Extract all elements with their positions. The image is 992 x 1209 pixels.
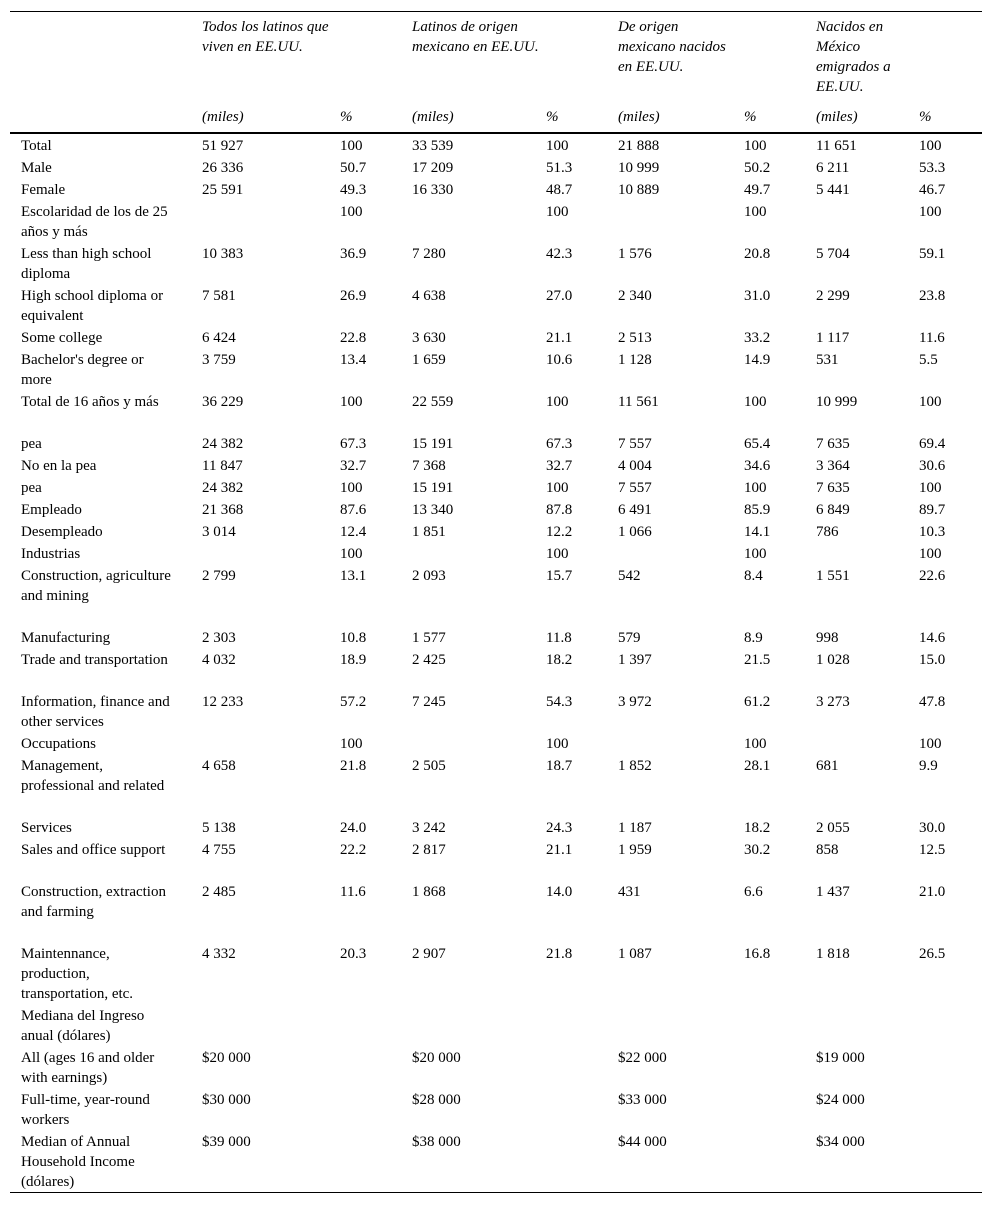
header-group-all-latinos: Todos los latinos que viven en EE.UU. (202, 19, 329, 55)
cell-miles-1: 2 303 (202, 630, 236, 646)
cell-pct-4: 89.7 (919, 502, 946, 518)
cell-miles-1: 4 755 (202, 842, 236, 858)
cell-miles-1: 4 032 (202, 652, 236, 668)
cell-miles-3: 7 557 (618, 480, 652, 496)
cell-pct-2: 87.8 (546, 502, 573, 518)
cell-miles-2: 2 093 (412, 568, 446, 584)
cell-pct-1: 100 (340, 736, 363, 752)
row-label: pea (21, 480, 42, 496)
cell-miles-3: 11 561 (618, 394, 659, 410)
cell-pct-2: 14.0 (546, 884, 573, 900)
cell-miles-4: 786 (816, 524, 839, 540)
row-label: Desempleado (21, 524, 103, 540)
cell-pct-2: 15.7 (546, 568, 573, 584)
cell-pct-3: 65.4 (744, 436, 771, 452)
cell-miles-3: 3 972 (618, 694, 652, 710)
table-row (10, 520, 982, 542)
header-pct-1: % (340, 109, 353, 125)
cell-miles-2: $38 000 (412, 1134, 461, 1150)
table-row (10, 242, 982, 284)
table-row (10, 348, 982, 390)
cell-pct-3: 100 (744, 204, 767, 220)
row-label: Total (21, 138, 52, 154)
cell-miles-2: 2 817 (412, 842, 446, 858)
cell-miles-2: 16 330 (412, 182, 454, 198)
row-label: Occupations (21, 736, 96, 752)
cell-pct-2: 51.3 (546, 160, 573, 176)
cell-miles-1: 51 927 (202, 138, 244, 154)
table-row (10, 284, 982, 326)
cell-pct-4: 23.8 (919, 288, 946, 304)
cell-miles-2: 1 851 (412, 524, 446, 540)
cell-pct-4: 100 (919, 480, 942, 496)
cell-miles-4: 531 (816, 352, 839, 368)
cell-miles-4: 3 364 (816, 458, 850, 474)
cell-pct-1: 57.2 (340, 694, 367, 710)
row-label: Female (21, 182, 66, 198)
cell-miles-2: 17 209 (412, 160, 454, 176)
cell-miles-3: 6 491 (618, 502, 652, 518)
cell-pct-1: 22.2 (340, 842, 367, 858)
cell-miles-1: 3 014 (202, 524, 236, 540)
cell-miles-1: $39 000 (202, 1134, 251, 1150)
cell-miles-4: $34 000 (816, 1134, 865, 1150)
cell-miles-2: 7 280 (412, 246, 446, 262)
cell-pct-1: 36.9 (340, 246, 367, 262)
cell-miles-2: 15 191 (412, 436, 454, 452)
table-row (10, 1004, 982, 1046)
cell-pct-1: 10.8 (340, 630, 367, 646)
table-row (10, 754, 982, 816)
row-label: Some college (21, 330, 103, 346)
cell-miles-1: 7 581 (202, 288, 236, 304)
cell-pct-1: 100 (340, 546, 363, 562)
cell-pct-3: 8.4 (744, 568, 763, 584)
row-label: Less than high school diploma (21, 246, 152, 282)
cell-miles-3: 1 128 (618, 352, 652, 368)
cell-miles-2: 7 245 (412, 694, 446, 710)
cell-pct-1: 11.6 (340, 884, 366, 900)
table-row (10, 498, 982, 520)
cell-pct-1: 67.3 (340, 436, 367, 452)
cell-pct-3: 33.2 (744, 330, 771, 346)
cell-miles-2: 22 559 (412, 394, 454, 410)
cell-pct-1: 18.9 (340, 652, 367, 668)
cell-pct-1: 24.0 (340, 820, 367, 836)
cell-miles-3: 579 (618, 630, 641, 646)
table-row (10, 178, 982, 200)
cell-miles-3: 1 066 (618, 524, 652, 540)
cell-miles-2: $28 000 (412, 1092, 461, 1108)
cell-miles-4: 1 028 (816, 652, 850, 668)
bottom-rule (10, 1192, 982, 1193)
cell-miles-2: 1 577 (412, 630, 446, 646)
cell-pct-3: 61.2 (744, 694, 771, 710)
cell-miles-1: 2 799 (202, 568, 236, 584)
cell-miles-3: 1 959 (618, 842, 652, 858)
cell-pct-4: 47.8 (919, 694, 946, 710)
table-row (10, 880, 982, 942)
row-label: Male (21, 160, 52, 176)
row-label: Maintennance, production, transportation, etc. (21, 946, 134, 1002)
cell-pct-1: 20.3 (340, 946, 367, 962)
cell-pct-3: 16.8 (744, 946, 771, 962)
row-label: Construction, agriculture and mining (21, 568, 171, 604)
table-row (10, 816, 982, 838)
cell-pct-1: 13.1 (340, 568, 367, 584)
cell-miles-1: 36 229 (202, 394, 244, 410)
cell-miles-1: 5 138 (202, 820, 236, 836)
cell-pct-3: 20.8 (744, 246, 771, 262)
cell-miles-1: 3 759 (202, 352, 236, 368)
table-row (10, 648, 982, 690)
cell-pct-2: 21.8 (546, 946, 573, 962)
cell-miles-1: 4 658 (202, 758, 236, 774)
cell-pct-3: 100 (744, 480, 767, 496)
cell-pct-4: 11.6 (919, 330, 945, 346)
cell-pct-3: 34.6 (744, 458, 771, 474)
header-miles-4: (miles) (816, 109, 858, 125)
table-row (10, 156, 982, 178)
cell-pct-2: 32.7 (546, 458, 573, 474)
cell-pct-2: 100 (546, 480, 569, 496)
cell-miles-3: 1 852 (618, 758, 652, 774)
row-label: Information, finance and other services (21, 694, 170, 730)
cell-pct-2: 48.7 (546, 182, 573, 198)
cell-miles-4: 858 (816, 842, 839, 858)
cell-miles-4: 7 635 (816, 480, 850, 496)
table-row (10, 326, 982, 348)
cell-pct-4: 46.7 (919, 182, 946, 198)
cell-miles-1: 24 382 (202, 436, 244, 452)
cell-pct-2: 100 (546, 736, 569, 752)
row-label: Trade and transportation (21, 652, 168, 668)
row-label: All (ages 16 and older with earnings) (21, 1050, 155, 1086)
cell-miles-2: 1 868 (412, 884, 446, 900)
cell-pct-2: 27.0 (546, 288, 573, 304)
header-miles-2: (miles) (412, 109, 454, 125)
cell-miles-3: 10 889 (618, 182, 660, 198)
cell-miles-2: 3 630 (412, 330, 446, 346)
cell-pct-3: 8.9 (744, 630, 763, 646)
row-label: Manufacturing (21, 630, 111, 646)
row-label: Total de 16 años y más (21, 394, 159, 410)
cell-pct-4: 10.3 (919, 524, 946, 540)
table-body (10, 134, 982, 1192)
cell-pct-3: 6.6 (744, 884, 763, 900)
cell-miles-2: 4 638 (412, 288, 446, 304)
cell-pct-4: 30.0 (919, 820, 946, 836)
cell-miles-4: 2 055 (816, 820, 850, 836)
cell-miles-4: $24 000 (816, 1092, 865, 1108)
cell-miles-3: $44 000 (618, 1134, 667, 1150)
table-row (10, 1088, 982, 1130)
cell-pct-3: 14.9 (744, 352, 771, 368)
table-row (10, 200, 982, 242)
cell-miles-4: 681 (816, 758, 839, 774)
cell-miles-2: $20 000 (412, 1050, 461, 1066)
cell-pct-2: 10.6 (546, 352, 573, 368)
cell-pct-2: 100 (546, 546, 569, 562)
cell-pct-4: 12.5 (919, 842, 946, 858)
row-label: Bachelor's degree or more (21, 352, 144, 388)
table-row (10, 476, 982, 498)
table-header (10, 12, 982, 132)
cell-miles-1: 21 368 (202, 502, 244, 518)
cell-pct-1: 12.4 (340, 524, 367, 540)
row-label: Management, professional and related (21, 758, 165, 794)
cell-pct-2: 100 (546, 204, 569, 220)
cell-pct-4: 69.4 (919, 436, 946, 452)
cell-miles-1: 4 332 (202, 946, 236, 962)
cell-pct-3: 21.5 (744, 652, 771, 668)
table-row (10, 1046, 982, 1088)
cell-miles-4: 2 299 (816, 288, 850, 304)
cell-miles-2: 7 368 (412, 458, 446, 474)
cell-miles-1: 6 424 (202, 330, 236, 346)
cell-pct-2: 11.8 (546, 630, 572, 646)
cell-pct-1: 21.8 (340, 758, 367, 774)
cell-pct-4: 15.0 (919, 652, 946, 668)
cell-pct-4: 14.6 (919, 630, 946, 646)
cell-pct-3: 30.2 (744, 842, 771, 858)
cell-miles-4: 998 (816, 630, 839, 646)
cell-miles-3: 21 888 (618, 138, 660, 154)
cell-pct-3: 100 (744, 736, 767, 752)
table-row (10, 1130, 982, 1192)
cell-pct-1: 87.6 (340, 502, 367, 518)
header-pct-2: % (546, 109, 559, 125)
cell-miles-1: 12 233 (202, 694, 244, 710)
cell-miles-3: 431 (618, 884, 641, 900)
row-label: Escolaridad de los de 25 años y más (21, 204, 168, 240)
cell-pct-3: 100 (744, 138, 767, 154)
cell-pct-3: 31.0 (744, 288, 771, 304)
cell-miles-4: 5 704 (816, 246, 850, 262)
table-row (10, 626, 982, 648)
cell-pct-1: 13.4 (340, 352, 367, 368)
cell-miles-2: 2 505 (412, 758, 446, 774)
cell-miles-3: 1 087 (618, 946, 652, 962)
cell-pct-4: 30.6 (919, 458, 946, 474)
data-table (10, 11, 982, 1193)
cell-pct-3: 50.2 (744, 160, 771, 176)
row-label: High school diploma or equivalent (21, 288, 164, 324)
cell-miles-4: 1 117 (816, 330, 850, 346)
row-label: Construction, extraction and farming (21, 884, 166, 920)
cell-pct-3: 100 (744, 394, 767, 410)
cell-miles-4: 11 651 (816, 138, 857, 154)
cell-miles-3: 1 187 (618, 820, 652, 836)
header-pct-4: % (919, 109, 932, 125)
cell-pct-4: 59.1 (919, 246, 946, 262)
cell-pct-4: 5.5 (919, 352, 938, 368)
cell-miles-1: $20 000 (202, 1050, 251, 1066)
cell-miles-2: 3 242 (412, 820, 446, 836)
cell-pct-1: 22.8 (340, 330, 367, 346)
cell-pct-2: 100 (546, 394, 569, 410)
cell-pct-4: 26.5 (919, 946, 946, 962)
header-group-mexican-origin: Latinos de origen mexicano en EE.UU. (412, 19, 539, 55)
cell-miles-4: 7 635 (816, 436, 850, 452)
cell-miles-3: 4 004 (618, 458, 652, 474)
cell-pct-3: 18.2 (744, 820, 771, 836)
table-row (10, 942, 982, 1004)
header-group-mexico-born: Nacidos en México emigrados a EE.UU. (816, 19, 891, 95)
cell-miles-4: 3 273 (816, 694, 850, 710)
cell-miles-4: $19 000 (816, 1050, 865, 1066)
cell-pct-2: 12.2 (546, 524, 573, 540)
cell-miles-2: 1 659 (412, 352, 446, 368)
cell-miles-1: 10 383 (202, 246, 244, 262)
cell-pct-1: 100 (340, 480, 363, 496)
cell-pct-1: 100 (340, 394, 363, 410)
cell-miles-2: 2 425 (412, 652, 446, 668)
cell-pct-1: 49.3 (340, 182, 367, 198)
table-row (10, 432, 982, 454)
cell-pct-2: 18.7 (546, 758, 573, 774)
cell-pct-4: 100 (919, 138, 942, 154)
cell-miles-2: 13 340 (412, 502, 454, 518)
cell-miles-1: 24 382 (202, 480, 244, 496)
row-label: Services (21, 820, 72, 836)
cell-pct-4: 9.9 (919, 758, 938, 774)
cell-pct-1: 26.9 (340, 288, 367, 304)
cell-pct-2: 24.3 (546, 820, 573, 836)
cell-miles-3: 7 557 (618, 436, 652, 452)
cell-pct-2: 21.1 (546, 842, 573, 858)
cell-miles-1: 2 485 (202, 884, 236, 900)
cell-pct-2: 67.3 (546, 436, 573, 452)
cell-miles-1: 26 336 (202, 160, 244, 176)
header-pct-3: % (744, 109, 757, 125)
row-label: No en la pea (21, 458, 97, 474)
cell-miles-1: 11 847 (202, 458, 243, 474)
cell-pct-3: 100 (744, 546, 767, 562)
table-row (10, 690, 982, 732)
cell-miles-4: 6 211 (816, 160, 850, 176)
row-label: pea (21, 436, 42, 452)
header-miles-3: (miles) (618, 109, 660, 125)
row-label: Median of Annual Household Income (dólares) (21, 1134, 135, 1190)
cell-miles-3: 10 999 (618, 160, 660, 176)
cell-miles-3: 2 513 (618, 330, 652, 346)
cell-pct-3: 14.1 (744, 524, 771, 540)
cell-pct-1: 50.7 (340, 160, 367, 176)
cell-pct-4: 100 (919, 204, 942, 220)
cell-miles-3: 1 397 (618, 652, 652, 668)
cell-miles-1: $30 000 (202, 1092, 251, 1108)
cell-miles-3: $22 000 (618, 1050, 667, 1066)
header-group-us-born-mexican: De origen mexicano nacidos en EE.UU. (618, 19, 726, 75)
cell-pct-3: 85.9 (744, 502, 771, 518)
cell-miles-4: 5 441 (816, 182, 850, 198)
cell-pct-2: 21.1 (546, 330, 573, 346)
cell-pct-4: 100 (919, 394, 942, 410)
cell-pct-2: 54.3 (546, 694, 573, 710)
cell-pct-4: 100 (919, 546, 942, 562)
cell-pct-2: 100 (546, 138, 569, 154)
cell-pct-1: 32.7 (340, 458, 367, 474)
table-row (10, 390, 982, 432)
table-row (10, 732, 982, 754)
cell-miles-1: 25 591 (202, 182, 244, 198)
row-label: Empleado (21, 502, 82, 518)
cell-miles-2: 15 191 (412, 480, 454, 496)
table-row (10, 838, 982, 880)
cell-miles-3: $33 000 (618, 1092, 667, 1108)
cell-miles-2: 2 907 (412, 946, 446, 962)
header-miles-1: (miles) (202, 109, 244, 125)
cell-miles-4: 1 437 (816, 884, 850, 900)
table-row (10, 542, 982, 564)
cell-miles-3: 2 340 (618, 288, 652, 304)
cell-miles-4: 6 849 (816, 502, 850, 518)
table-row (10, 454, 982, 476)
cell-pct-3: 49.7 (744, 182, 771, 198)
cell-pct-3: 28.1 (744, 758, 771, 774)
cell-pct-4: 22.6 (919, 568, 946, 584)
cell-pct-4: 53.3 (919, 160, 946, 176)
cell-miles-2: 33 539 (412, 138, 454, 154)
cell-miles-4: 1 818 (816, 946, 850, 962)
cell-pct-1: 100 (340, 138, 363, 154)
cell-pct-4: 21.0 (919, 884, 946, 900)
table-row (10, 134, 982, 156)
row-label: Sales and office support (21, 842, 166, 858)
cell-miles-3: 1 576 (618, 246, 652, 262)
row-label: Industrias (21, 546, 81, 562)
cell-miles-4: 10 999 (816, 394, 858, 410)
row-label: Mediana del Ingreso anual (dólares) (21, 1008, 145, 1044)
cell-pct-4: 100 (919, 736, 942, 752)
cell-pct-2: 42.3 (546, 246, 573, 262)
cell-pct-2: 18.2 (546, 652, 573, 668)
cell-pct-1: 100 (340, 204, 363, 220)
table-row (10, 564, 982, 626)
cell-miles-3: 542 (618, 568, 641, 584)
cell-miles-4: 1 551 (816, 568, 850, 584)
row-label: Full-time, year-round workers (21, 1092, 150, 1128)
